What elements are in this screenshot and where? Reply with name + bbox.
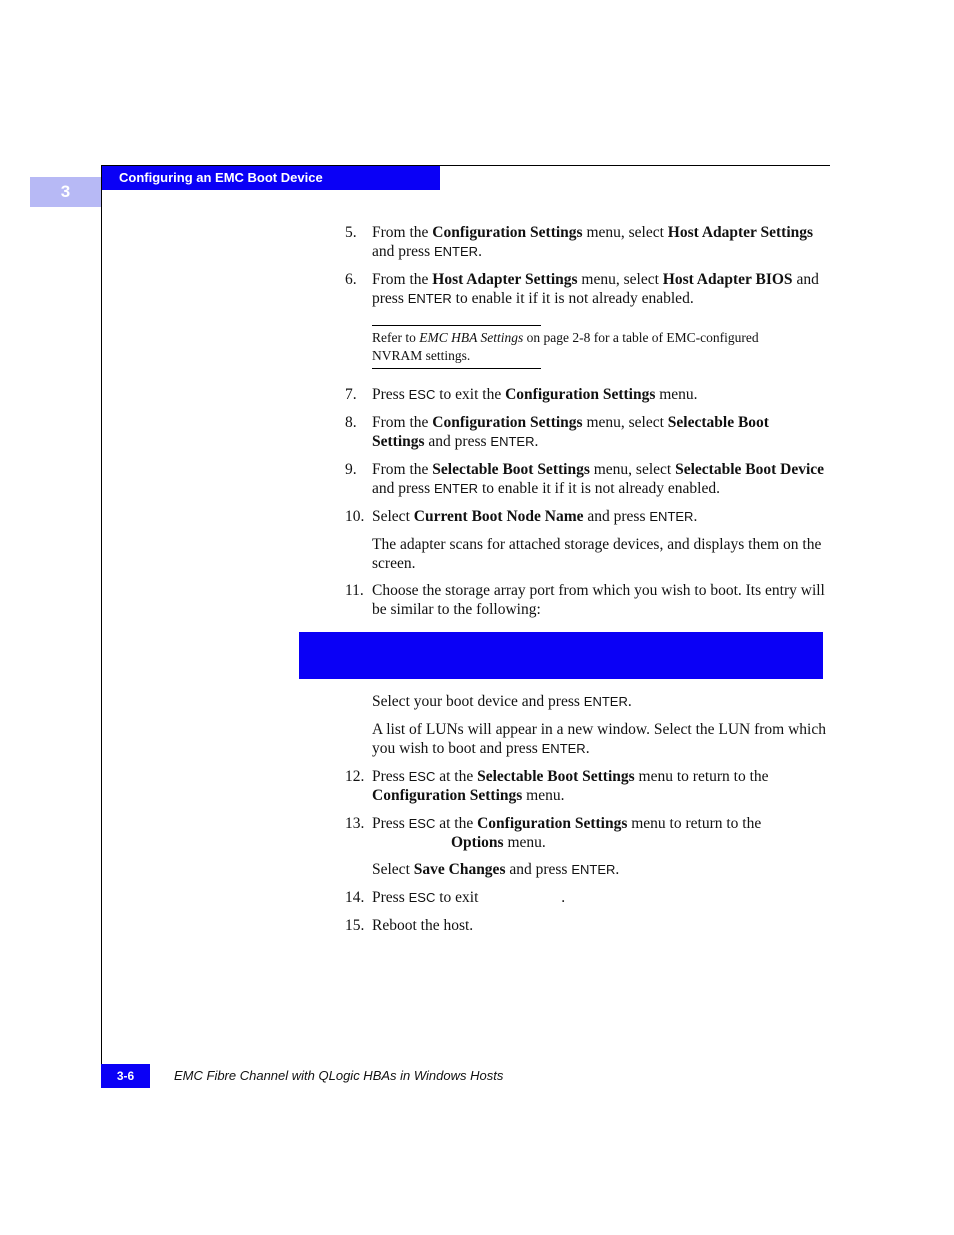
key-name: ESC bbox=[408, 816, 436, 831]
text: Select bbox=[372, 508, 414, 525]
text: . bbox=[615, 861, 620, 878]
step-12 bbox=[345, 767, 825, 805]
step-8 bbox=[345, 413, 825, 451]
note-bottom-rule bbox=[372, 368, 541, 369]
text: A list of LUNs will appear in a new window. Select the LUN from which you wish to boot and press bbox=[372, 721, 826, 757]
step-number: 6. bbox=[345, 271, 357, 288]
step-number: 14. bbox=[345, 889, 365, 906]
text: From the bbox=[372, 414, 433, 431]
text: From the bbox=[372, 461, 433, 478]
step-number: 10. bbox=[345, 508, 365, 525]
bold-term: Host Adapter Settings bbox=[667, 224, 814, 241]
step-number: 7. bbox=[345, 386, 357, 403]
text: . bbox=[693, 508, 698, 525]
chapter-title: Configuring an EMC Boot Device bbox=[102, 166, 440, 190]
bold-term: Selectable Boot Settings bbox=[432, 461, 590, 478]
step-14 bbox=[345, 888, 825, 907]
note-link-text: EMC HBA Settings bbox=[419, 330, 524, 345]
text: at the bbox=[435, 768, 478, 785]
bold-term: Configuration Settings bbox=[477, 815, 628, 832]
bold-term: Configuration Settings bbox=[372, 787, 523, 804]
step-13 bbox=[345, 814, 825, 852]
key-name: ENTER bbox=[571, 862, 616, 877]
text: Press bbox=[372, 386, 409, 403]
paragraph bbox=[372, 860, 827, 879]
text: Press bbox=[372, 889, 409, 906]
bold-term: Current Boot Node Name bbox=[413, 508, 584, 525]
bold-term: Options bbox=[451, 834, 504, 851]
bold-term: Selectable Boot Device bbox=[675, 461, 825, 478]
text: menu, select bbox=[582, 224, 668, 241]
text: Press bbox=[372, 815, 409, 832]
key-name: ENTER bbox=[490, 434, 535, 449]
key-name: ENTER bbox=[434, 244, 479, 259]
text: . bbox=[561, 889, 566, 906]
chapter-number-tab: 3 bbox=[30, 177, 101, 207]
margin-rule bbox=[101, 165, 102, 1088]
bold-term: Selectable Boot Settings bbox=[372, 414, 769, 450]
document-title: EMC Fibre Channel with QLogic HBAs in Windows Hosts bbox=[174, 1068, 504, 1083]
text: menu, select bbox=[589, 461, 676, 478]
text: to exit the bbox=[435, 386, 506, 403]
text: to enable it if it is not already enabled. bbox=[451, 290, 694, 307]
step-10 bbox=[345, 507, 825, 526]
step-number: 9. bbox=[345, 461, 357, 478]
text: and press bbox=[583, 508, 650, 525]
text: From the bbox=[372, 224, 433, 241]
bold-term: Selectable Boot Settings bbox=[477, 768, 635, 785]
step-number: 8. bbox=[345, 414, 357, 431]
step-number: 5. bbox=[345, 224, 357, 241]
key-name: ENTER bbox=[541, 741, 586, 756]
text: at the bbox=[435, 815, 478, 832]
bold-term: Save Changes bbox=[413, 861, 506, 878]
text: From the bbox=[372, 271, 433, 288]
text: and press bbox=[424, 433, 491, 450]
text: menu to return to the bbox=[634, 768, 769, 785]
text: and press bbox=[372, 243, 434, 260]
bold-term: Configuration Settings bbox=[432, 224, 583, 241]
step-number: 15. bbox=[345, 917, 365, 934]
text: menu, select bbox=[582, 414, 668, 431]
key-name: ENTER bbox=[407, 291, 452, 306]
step-9 bbox=[345, 460, 825, 498]
bold-term: Host Adapter Settings bbox=[432, 271, 578, 288]
text: and press bbox=[505, 861, 572, 878]
text: menu. bbox=[655, 386, 698, 403]
bold-term: Configuration Settings bbox=[505, 386, 656, 403]
text: Reboot the host. bbox=[372, 917, 474, 934]
key-name: ESC bbox=[408, 769, 436, 784]
key-name: ESC bbox=[408, 387, 436, 402]
text: . bbox=[534, 433, 539, 450]
key-name: ENTER bbox=[434, 481, 479, 496]
text: . bbox=[585, 740, 590, 757]
step-number: 12. bbox=[345, 768, 365, 785]
paragraph bbox=[372, 692, 827, 711]
example-entry-box bbox=[299, 632, 823, 679]
text: menu. bbox=[503, 834, 546, 851]
bold-term: Host Adapter BIOS bbox=[662, 271, 793, 288]
text: . bbox=[478, 243, 482, 260]
text: and press bbox=[372, 271, 819, 307]
note-top-rule bbox=[372, 325, 541, 326]
step-15 bbox=[345, 916, 825, 935]
text: to enable it if it is not already enabled. bbox=[478, 480, 720, 497]
text: Press bbox=[372, 768, 409, 785]
paragraph bbox=[372, 720, 827, 758]
text: Refer to bbox=[372, 330, 420, 345]
text: Choose the storage array port from which you wish to boot. Its entry will be similar to the following: bbox=[372, 582, 825, 618]
text: . bbox=[627, 693, 632, 710]
text: on page 2-8 for a table of EMC-configured NVRAM settings. bbox=[372, 330, 759, 363]
text: to exit bbox=[435, 889, 483, 906]
step-5 bbox=[345, 223, 825, 261]
step-6 bbox=[345, 270, 825, 308]
key-name: ENTER bbox=[649, 509, 694, 524]
text: menu to return to the bbox=[627, 815, 762, 832]
key-name: ESC bbox=[408, 890, 436, 905]
step-number: 13. bbox=[345, 815, 365, 832]
note bbox=[372, 329, 812, 364]
step-11 bbox=[345, 581, 825, 619]
paragraph: The adapter scans for attached storage devices, and displays them on the screen. bbox=[372, 536, 822, 572]
step-number: 11. bbox=[345, 582, 364, 599]
text: Select bbox=[372, 861, 414, 878]
page-number: 3-6 bbox=[101, 1064, 150, 1088]
text: menu, select bbox=[577, 271, 663, 288]
step-7 bbox=[345, 385, 825, 404]
text: Select your boot device and press bbox=[372, 693, 584, 710]
text: menu. bbox=[522, 787, 565, 804]
text: and press bbox=[372, 480, 434, 497]
key-name: ENTER bbox=[583, 694, 628, 709]
bold-term: Configuration Settings bbox=[432, 414, 583, 431]
